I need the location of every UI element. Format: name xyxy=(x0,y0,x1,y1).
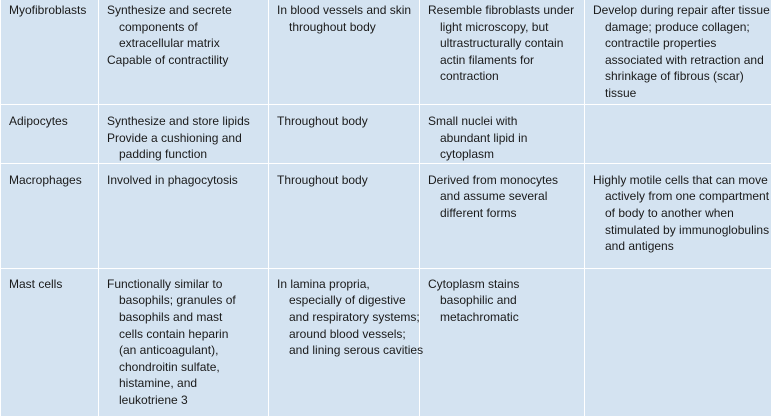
function-text: Capable of contractility xyxy=(107,52,260,69)
features-cell xyxy=(420,105,585,164)
table-row xyxy=(1,163,771,268)
function-text: Provide a cushioning and padding function xyxy=(107,130,269,163)
cell-type-label: Adipocytes xyxy=(9,114,68,128)
comments-text: Highly motile cells that can move actively from one compartment of body to another when stimulated by immunoglobulins and antigens xyxy=(593,172,771,255)
location-cell xyxy=(269,163,420,268)
cell-type xyxy=(1,268,99,416)
location-text: Throughout body xyxy=(277,172,411,189)
cell-type-label: Myofibroblasts xyxy=(9,3,86,17)
function-text: Functionally similar to basophils; granules of basophils and mast cells contain heparin (an anticoagulant), chondroitin sulfate, histamine, and leukotriene 3 xyxy=(107,276,249,409)
function-text: Synthesize and secrete components of extracellular matrix xyxy=(107,2,249,52)
table-row xyxy=(1,0,771,105)
comments-cell xyxy=(585,0,771,105)
comments-cell xyxy=(585,163,771,268)
location-text: Throughout body xyxy=(277,113,411,130)
function-text: Synthesize and store lipids xyxy=(107,113,260,130)
cell-type-label: Mast cells xyxy=(9,277,62,291)
cell-type xyxy=(1,163,99,268)
comments-text: Develop during repair after tissue damage; produce collagen; contractile properties associated with retraction and shrinkage of fibrous (scar) tissue xyxy=(593,2,771,102)
function-cell xyxy=(99,268,269,416)
location-cell xyxy=(269,105,420,164)
location-text: In lamina propria, especially of digestive and respiratory systems; around blood vessels; and lining serous cavities xyxy=(277,276,424,359)
features-cell xyxy=(420,163,585,268)
function-text: Involved in phagocytosis xyxy=(107,172,260,189)
location-text: In blood vessels and skin throughout body xyxy=(277,2,419,35)
table-row xyxy=(1,268,771,416)
function-cell xyxy=(99,163,269,268)
features-cell xyxy=(420,268,585,416)
features-text: Cytoplasm stains basophilic and metachromatic xyxy=(428,276,540,326)
cell-type xyxy=(1,0,99,105)
function-cell xyxy=(99,105,269,164)
location-cell xyxy=(269,268,420,416)
features-text: Resemble fibroblasts under light microscopy, but ultrastructurally contain actin filaments for contraction xyxy=(428,2,585,85)
features-cell xyxy=(420,0,585,105)
location-cell xyxy=(269,0,420,105)
comments-cell xyxy=(585,268,771,416)
table-row xyxy=(1,105,771,164)
function-cell xyxy=(99,0,269,105)
comments-cell xyxy=(585,105,771,164)
cell-type xyxy=(1,105,99,164)
features-text: Small nuclei with abundant lipid in cytoplasm xyxy=(428,113,562,163)
features-text: Derived from monocytes and assume several different forms xyxy=(428,172,580,222)
cell-type-label: Macrophages xyxy=(9,173,82,187)
